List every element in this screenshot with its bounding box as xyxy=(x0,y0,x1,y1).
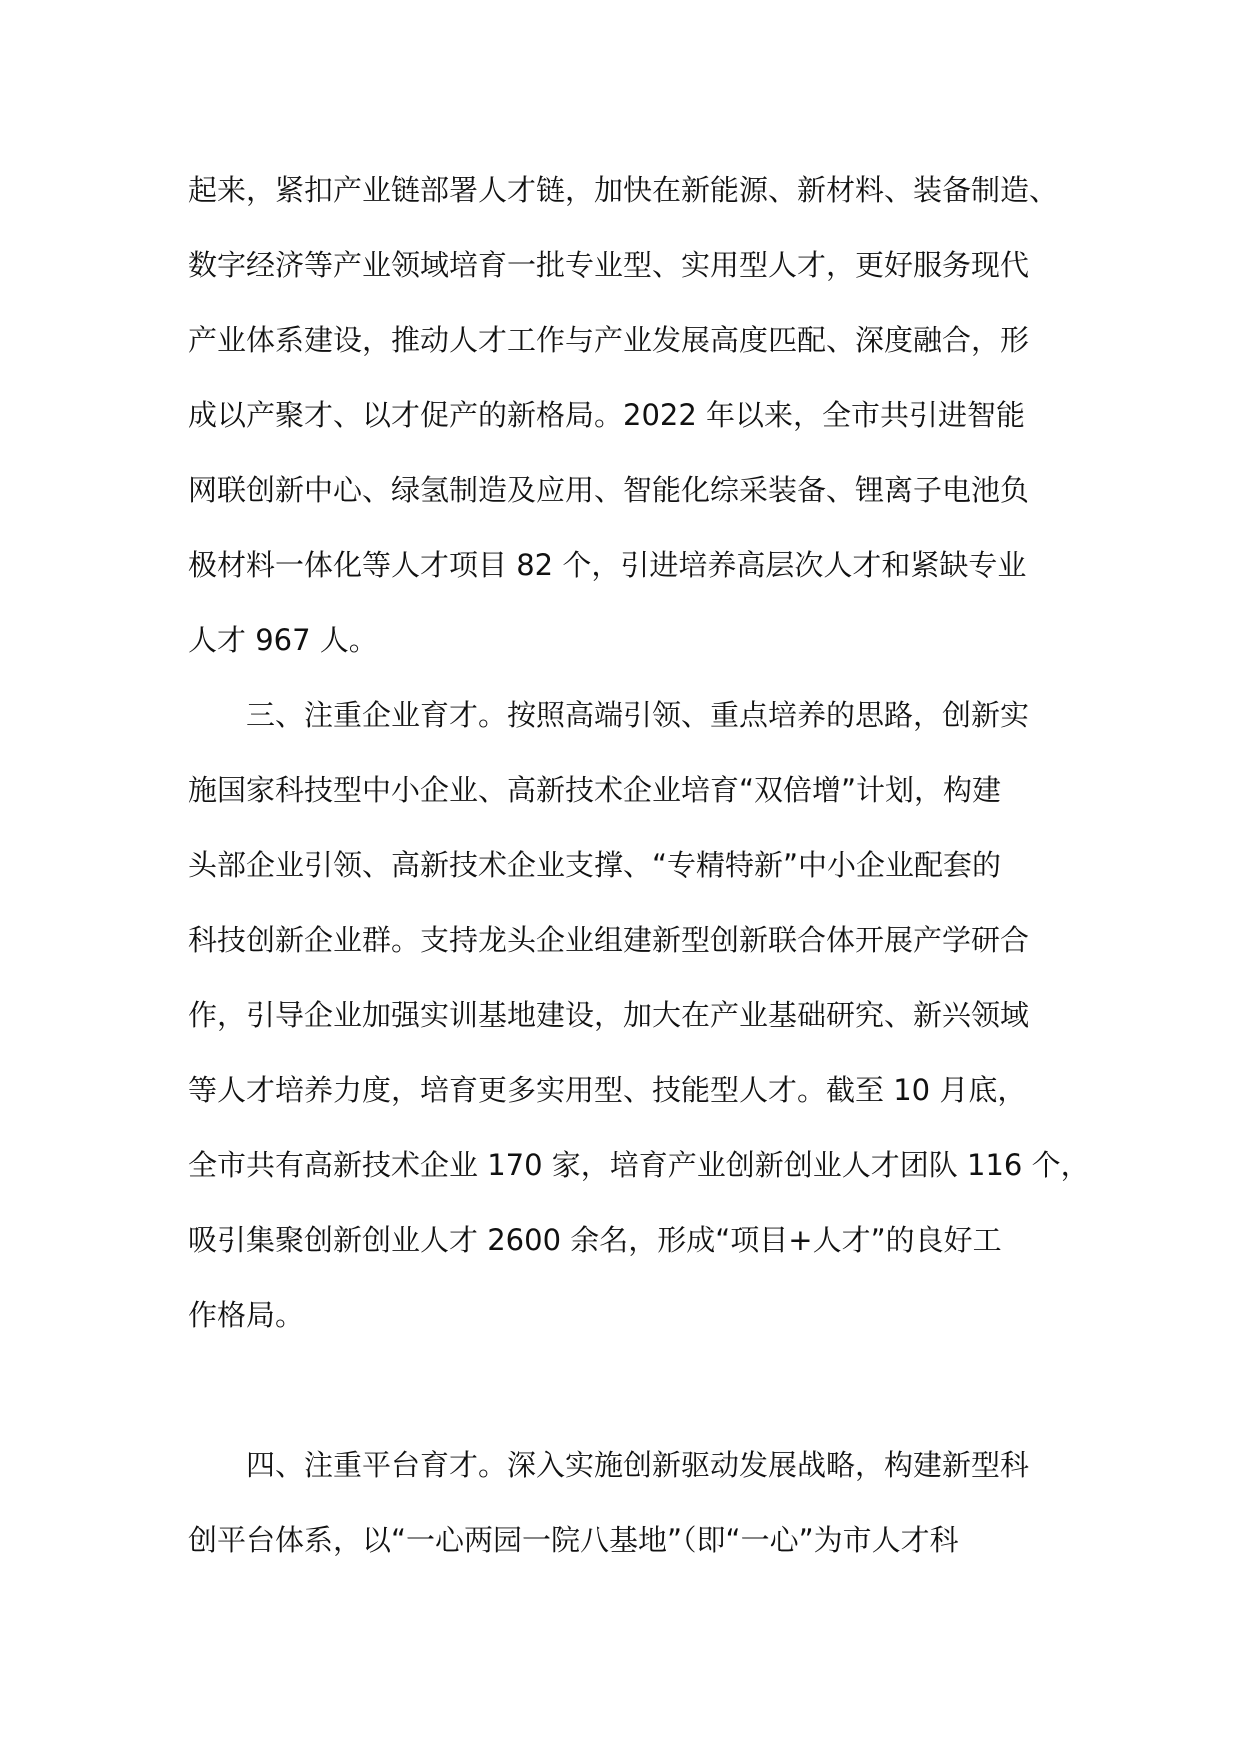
text-line: 全市共有高新技术企业 170 家，培育产业创新创业人才团队 116 个， xyxy=(188,1148,1090,1182)
text-line: 科技创新企业群。支持龙头企业组建新型创新联合体开展产学研合 xyxy=(188,923,1030,957)
paragraph-enterprise-talent xyxy=(188,695,1090,1445)
text-line: 极材料一体化等人才项目 82 个，引进培养高层次人才和紧缺专业 xyxy=(188,548,1027,582)
text-line: 三、注重企业育才。按照高端引领、重点培养的思路，创新实 xyxy=(246,698,1030,732)
text-line: 数字经济等产业领域培育一批专业型、实用型人才，更好服务现代 xyxy=(188,248,1030,282)
text-line: 等人才培养力度，培育更多实用型、技能型人才。截至 10 月底， xyxy=(188,1073,1027,1107)
paragraph-platform-talent xyxy=(188,1445,1078,1595)
text-line: 头部企业引领、高新技术企业支撑、“专精特新”中小企业配套的 xyxy=(188,848,1002,882)
text-line: 网联创新中心、绿氢制造及应用、智能化综采装备、锂离子电池负 xyxy=(188,473,1030,507)
text-line: 创平台体系，以“一心两园一院八基地”（即“一心”为市人才科 xyxy=(188,1523,959,1557)
paragraph-industry-talent xyxy=(188,170,1078,695)
text-line: 吸引集聚创新创业人才 2600 余名，形成“项目+人才”的良好工 xyxy=(188,1223,1002,1257)
text-line: 施国家科技型中小企业、高新技术企业培育“双倍增”计划，构建 xyxy=(188,773,1002,807)
text-line: 四、注重平台育才。深入实施创新驱动发展战略，构建新型科 xyxy=(246,1448,1030,1482)
text-line: 作，引导企业加强实训基地建设，加大在产业基础研究、新兴领域 xyxy=(188,998,1030,1032)
document-body xyxy=(188,170,1090,1595)
text-line: 作格局。 xyxy=(188,1298,305,1332)
text-line xyxy=(188,1370,1078,1445)
text-line: 成以产聚才、以才促产的新格局。2022 年以来，全市共引进智能 xyxy=(188,398,1026,432)
text-line: 产业体系建设，推动人才工作与产业发展高度匹配、深度融合，形 xyxy=(188,323,1030,357)
text-line: 起来，紧扣产业链部署人才链，加快在新能源、新材料、装备制造、 xyxy=(188,173,1059,207)
text-line: 人才 967 人。 xyxy=(188,623,378,657)
